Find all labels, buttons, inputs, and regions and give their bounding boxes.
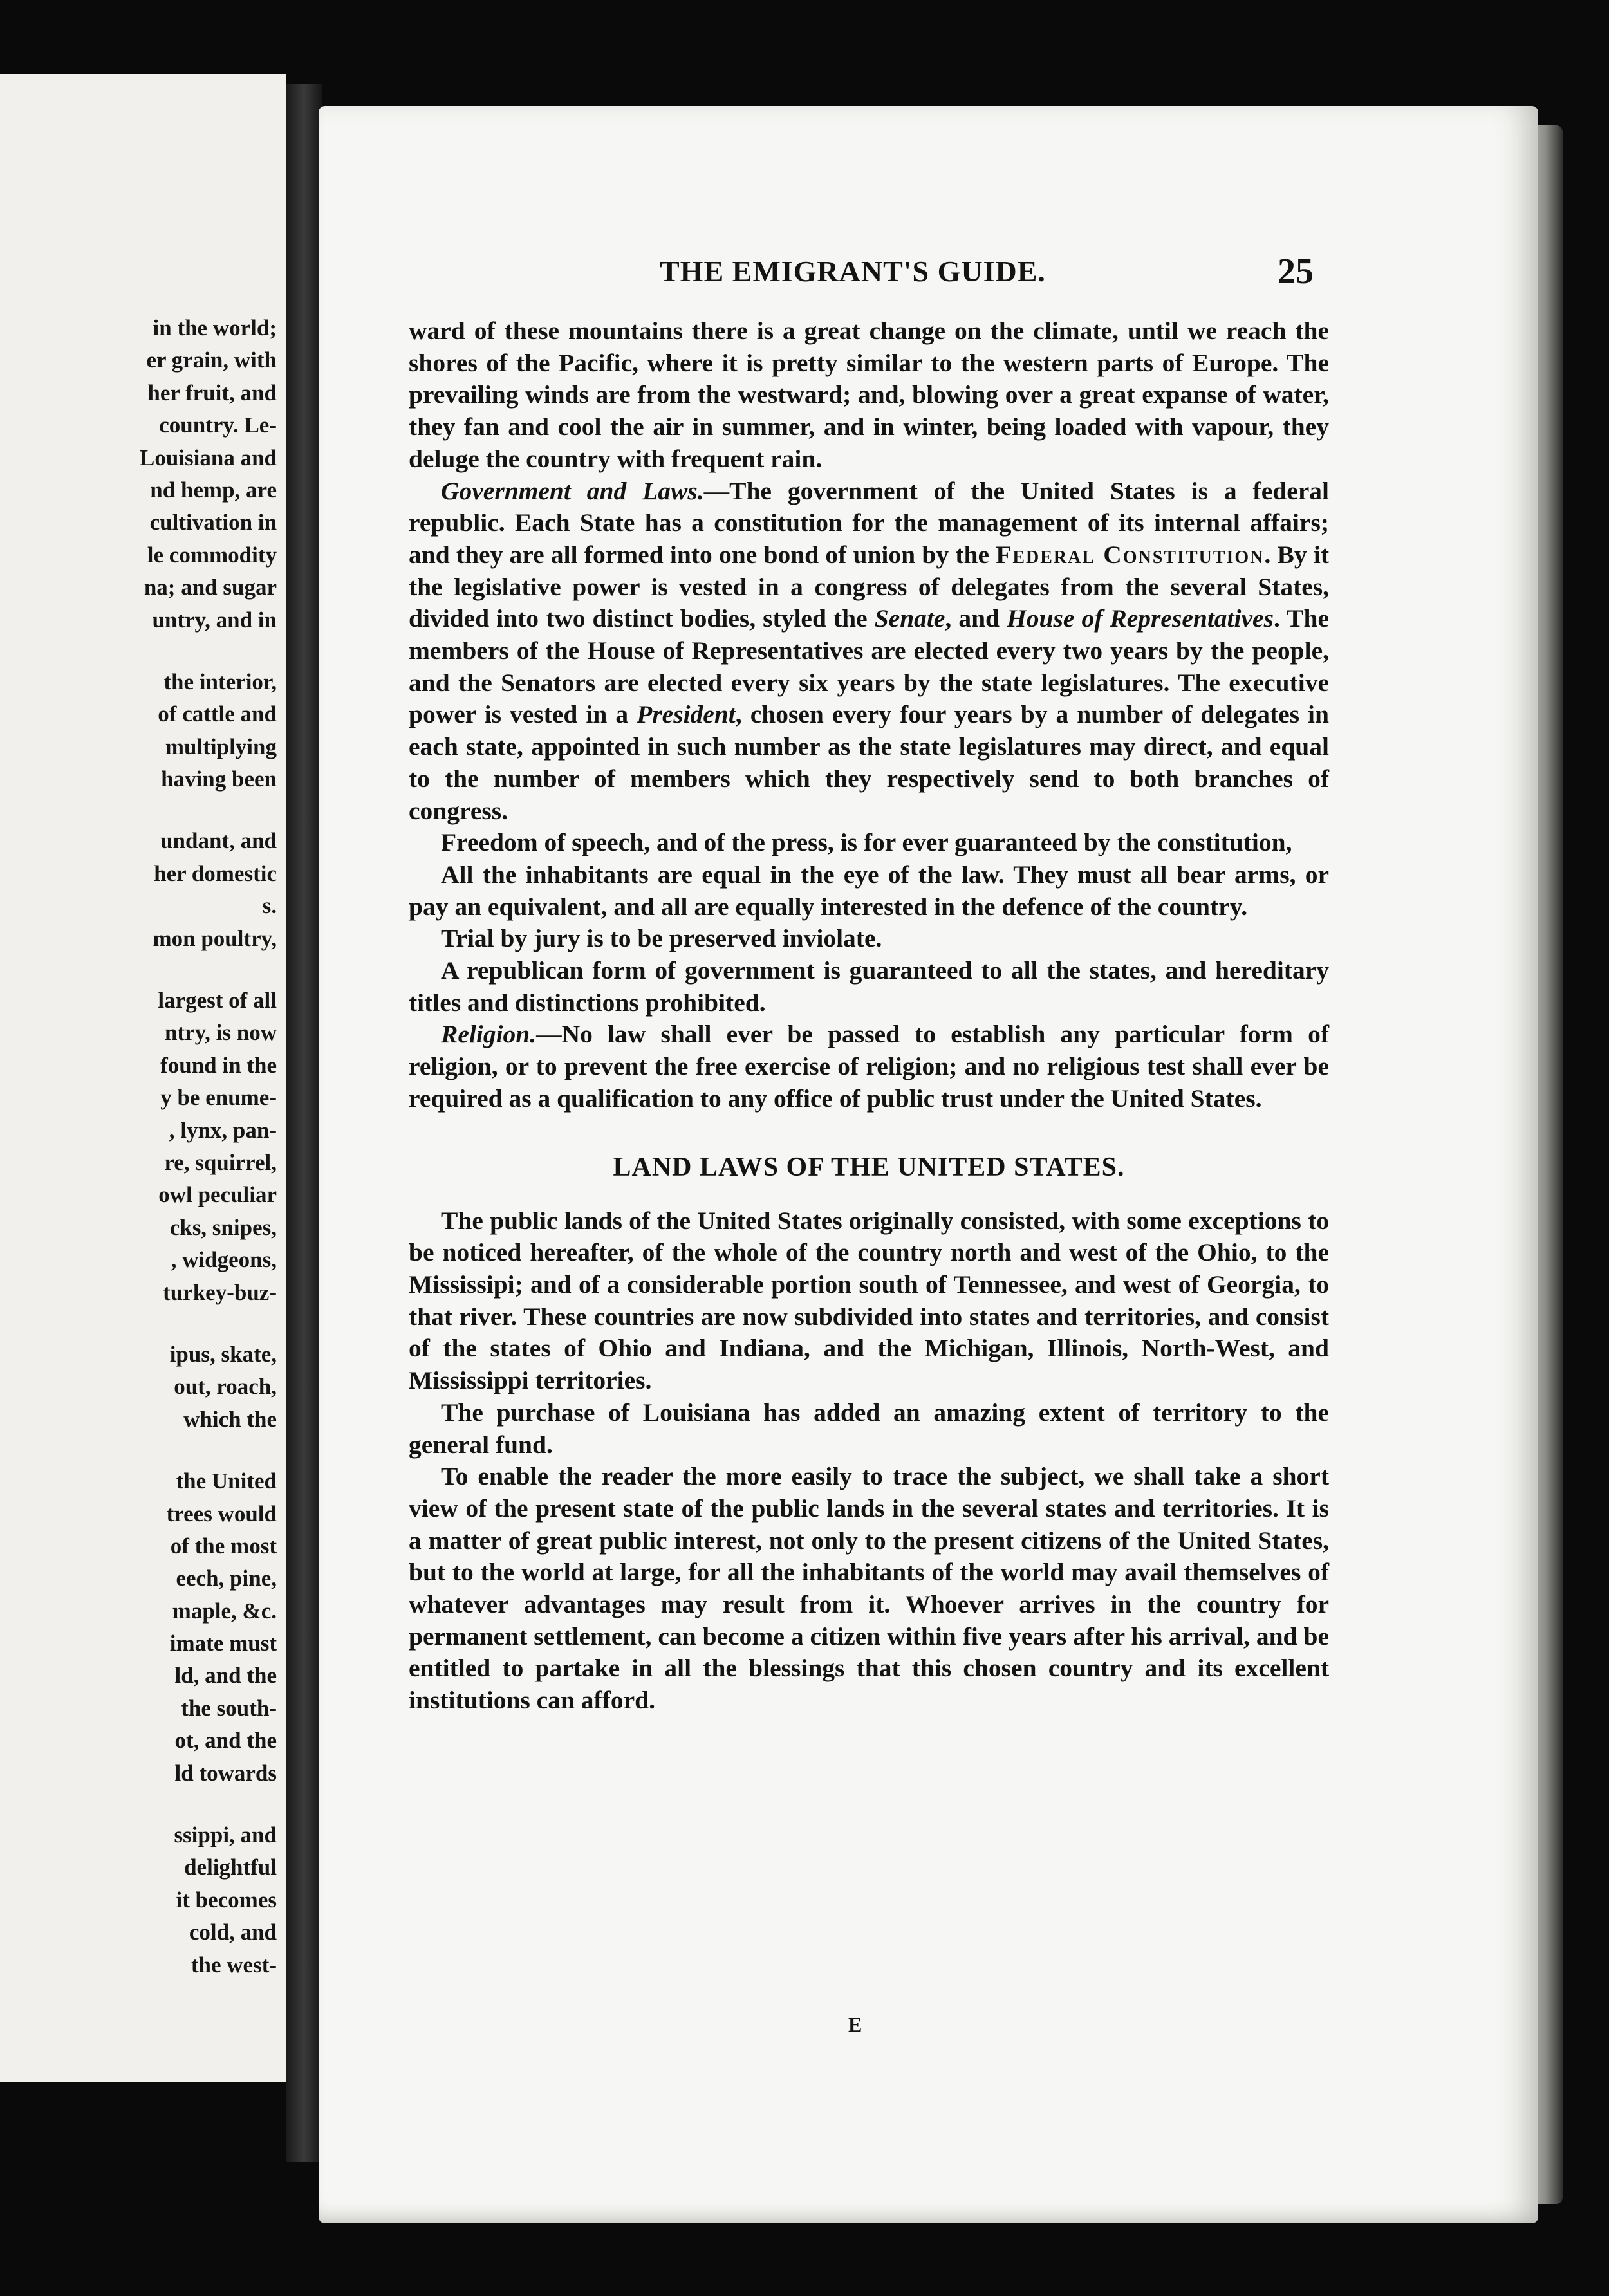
left-page-line: cks, snipes, bbox=[169, 1214, 277, 1240]
page-body bbox=[409, 315, 1329, 1717]
section-heading: LAND LAWS OF THE UNITED STATES. bbox=[613, 1152, 1125, 1182]
left-page-line: mon poultry, bbox=[153, 925, 277, 951]
left-page-line: the west- bbox=[191, 1952, 277, 1977]
left-page-line: owl peculiar bbox=[158, 1182, 277, 1208]
paragraph: ward of these mountains there is a great change on the climate, until we reach the shores of the Pacific, where it is pretty similar to the western parts of Europe. The prevailing winds are from the westward; and, blowing over a great expanse of water, they fan and cool the air in summer, and in winter, being loaded with vapour, they deluge the country with frequent rain. bbox=[409, 317, 1329, 473]
left-page-line: imate must bbox=[169, 1631, 277, 1656]
left-page-line: cultivation in bbox=[149, 510, 277, 535]
left-page-line: , widgeons, bbox=[171, 1247, 277, 1273]
paragraph: All the inhabitants are equal in the eye of the law. They must all bear arms, or pay an equivalent, and all are equally interested in the defence of the country. bbox=[409, 860, 1329, 921]
paragraph: Trial by jury is to be preserved inviolate. bbox=[441, 924, 882, 953]
left-page-line: maple, &c. bbox=[172, 1598, 277, 1624]
left-page-line: multiplying bbox=[165, 734, 277, 759]
left-page-line: re, squirrel, bbox=[164, 1149, 277, 1175]
left-page-line: ipus, skate, bbox=[169, 1341, 277, 1367]
left-page-line: found in the bbox=[160, 1052, 277, 1078]
left-page-line: Louisiana and bbox=[139, 445, 277, 470]
left-page-line: in the world; bbox=[153, 315, 277, 340]
left-page-line: largest of all bbox=[158, 988, 277, 1014]
left-page-line: her fruit, and bbox=[147, 380, 277, 405]
left-page-line: ot, and the bbox=[174, 1728, 277, 1754]
left-page-line: it becomes bbox=[176, 1887, 277, 1912]
running-header: THE EMIGRANT'S GUIDE. bbox=[660, 255, 1046, 288]
left-page-line: eech, pine, bbox=[176, 1566, 277, 1591]
paragraph-religion: Religion.—No law shall ever be passed to establish any particular form of religion, or to prevent the free exercise of religion; and no religious test shall ever be required as a qualification to any office of public trust under the United States. bbox=[409, 1020, 1329, 1113]
left-page-line: ssippi, and bbox=[174, 1822, 277, 1848]
paragraph: Freedom of speech, and of the press, is for ever guaranteed by the constitution, bbox=[441, 828, 1292, 857]
book-gutter bbox=[286, 84, 322, 2162]
left-page-line bbox=[0, 795, 283, 825]
left-page-line: ld, and the bbox=[174, 1663, 277, 1689]
left-page-line bbox=[0, 1436, 283, 1465]
left-page-line: which the bbox=[183, 1406, 277, 1432]
page-number: 25 bbox=[1278, 252, 1314, 292]
signature-mark: E bbox=[848, 2013, 862, 2036]
small-caps-term: Federal Constitution bbox=[996, 540, 1265, 569]
left-page-line: undant, and bbox=[160, 828, 277, 854]
left-page-line: the interior, bbox=[163, 669, 277, 694]
paragraph: The purchase of Louisiana has added an amazing extent of territory to the general fund. bbox=[409, 1398, 1329, 1459]
left-facing-page bbox=[0, 74, 286, 2082]
left-page-line: ntry, is now bbox=[164, 1020, 277, 1046]
left-page-line bbox=[0, 1790, 283, 1819]
left-page-line: her domestic bbox=[154, 860, 277, 886]
left-page-line: trees would bbox=[166, 1501, 277, 1526]
paragraph: The public lands of the United States originally consisted, with some exceptions to be noticed hereafter, of the whole of the country north and west of the Ohio, to the Mississipi; and of a considerable portion south of Tennessee, and west of Georgia, to that river. These countries are now subdivided into states and territories, and consist of the states of Ohio and Indiana, and the Michigan, Illinois, North-West, and Mississippi territories. bbox=[409, 1206, 1329, 1395]
left-page-line: of cattle and bbox=[158, 701, 277, 727]
left-page-line: the United bbox=[176, 1468, 277, 1494]
left-page-line: y be enume- bbox=[160, 1085, 277, 1111]
run-in-heading: Religion. bbox=[441, 1020, 537, 1049]
left-page-line: delightful bbox=[184, 1855, 277, 1880]
run-in-heading: Government and Laws. bbox=[441, 476, 704, 505]
left-page-line: , lynx, pan- bbox=[169, 1117, 277, 1143]
left-page-line: out, roach, bbox=[174, 1374, 277, 1400]
left-page-line bbox=[0, 636, 283, 666]
paragraph: To enable the reader the more easily to trace the subject, we shall take a short view of the present state of the public lands in the several states and territories. It is a matter of great public interest, not only to the present citizens of the United States, but to the world at large, for all the inhabitants of the world may avail themselves of whatever advantages may result from it. Whoever arrives in the country for permanent settlement, can become a citizen within five years after his arrival, and be entitled to partake in all the blessings that this chosen country and its excellent institutions can afford. bbox=[409, 1462, 1329, 1715]
left-page-line: turkey-buz- bbox=[163, 1279, 277, 1305]
left-page-line bbox=[0, 955, 283, 985]
left-page-line: ld towards bbox=[174, 1760, 277, 1786]
left-page-line: cold, and bbox=[189, 1920, 277, 1945]
left-page-line: le commodity bbox=[147, 542, 277, 568]
left-page-line: having been bbox=[161, 766, 277, 792]
left-page-line: country. Le- bbox=[159, 412, 277, 438]
left-page-line: na; and sugar bbox=[144, 575, 277, 600]
left-page-line: s. bbox=[262, 893, 277, 919]
left-page-line: the south- bbox=[181, 1695, 277, 1721]
left-page-line: of the most bbox=[170, 1533, 277, 1559]
paragraph-government: Government and Laws.—The government of the United States is a federal republic. Each State has a constitution for the management of its internal affairs; and they are all formed into one bond of union by the Federal Constitution. By it the legislative power is vested in a congress of delegates from the several States, divided into two distinct bodies, styled the Senate, and House of Representatives. The members of the House of Representatives are elected every two years by the people, and the Senators are elected every six years by the state legislatures. The executive power is vested in a President, chosen every four years by a number of delegates in each state, appointed in such number as the state legislatures may direct, and equal to the number of members which they respectively send to both branches of congress. bbox=[409, 476, 1329, 825]
left-page-text bbox=[0, 312, 283, 1981]
left-page-line: untry, and in bbox=[152, 607, 277, 633]
left-page-line bbox=[0, 1309, 283, 1338]
left-page-line: er grain, with bbox=[146, 347, 277, 373]
left-page-line: nd hemp, are bbox=[150, 477, 277, 503]
paragraph: A republican form of government is guaranteed to all the states, and hereditary titles and distinctions prohibited. bbox=[409, 956, 1329, 1017]
